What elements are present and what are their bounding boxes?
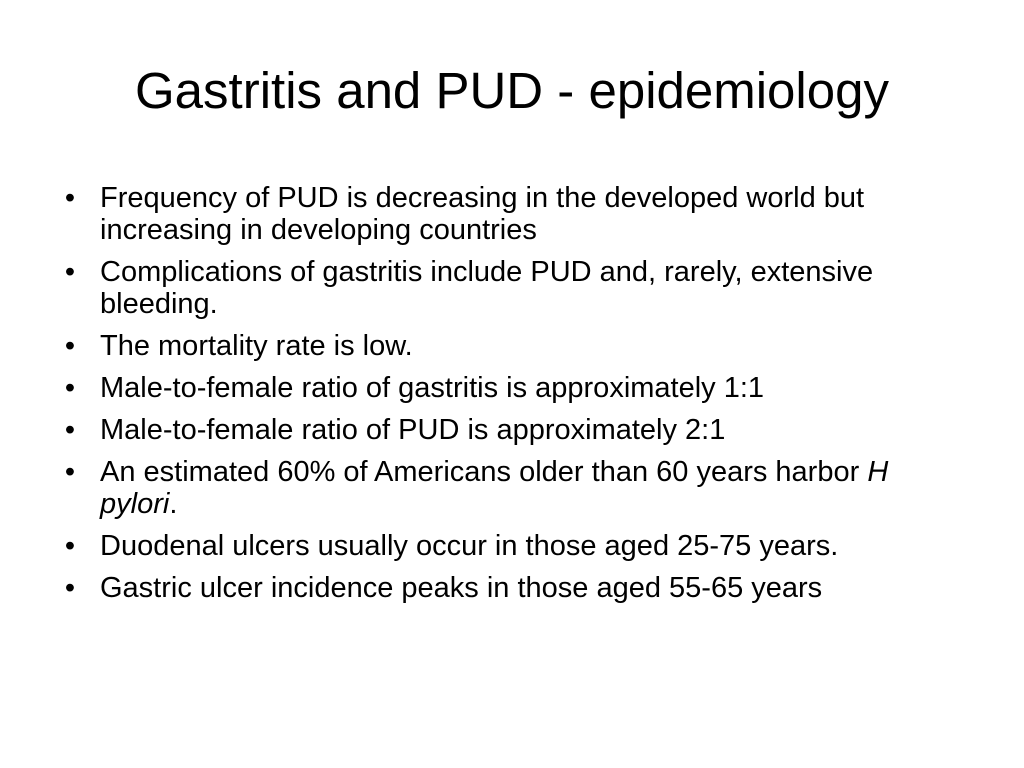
bullet-text: Duodenal ulcers usually occur in those aged 25-75 years. bbox=[100, 530, 839, 562]
bullet-item bbox=[60, 182, 960, 246]
bullet-text bbox=[100, 456, 888, 520]
bullet-item bbox=[60, 256, 960, 320]
organism-name: H pylori bbox=[100, 456, 889, 520]
bullet-marker-icon: • bbox=[64, 372, 76, 404]
bullet-text: The mortality rate is low. bbox=[100, 330, 413, 362]
bullet-text: Frequency of PUD is decreasing in the developed world but increasing in developing countries bbox=[100, 182, 865, 246]
bullet-item bbox=[60, 330, 960, 362]
bullet-item bbox=[60, 372, 960, 404]
bullet-text-part: . bbox=[169, 488, 178, 520]
bullet-text: Male-to-female ratio of gastritis is approximately 1:1 bbox=[100, 372, 765, 404]
bullet-list bbox=[60, 182, 960, 614]
bullet-item bbox=[60, 456, 960, 520]
bullet-marker-icon: • bbox=[64, 572, 76, 604]
bullet-marker-icon: • bbox=[64, 456, 76, 488]
bullet-text: Gastric ulcer incidence peaks in those aged 55-65 years bbox=[100, 572, 823, 604]
bullet-item bbox=[60, 530, 960, 562]
slide-title: Gastritis and PUD - epidemiology bbox=[135, 62, 889, 119]
bullet-marker-icon: • bbox=[64, 530, 76, 562]
bullet-marker-icon: • bbox=[64, 414, 76, 446]
bullet-item bbox=[60, 572, 960, 604]
bullet-marker-icon: • bbox=[64, 182, 76, 214]
bullet-text-part: An estimated 60% of Americans older than 60 years harbor bbox=[100, 456, 868, 488]
bullet-marker-icon: • bbox=[64, 330, 76, 362]
bullet-marker-icon: • bbox=[64, 256, 76, 288]
bullet-item bbox=[60, 414, 960, 446]
bullet-text: Male-to-female ratio of PUD is approximately 2:1 bbox=[100, 414, 726, 446]
bullet-text: Complications of gastritis include PUD and, rarely, extensive bleeding. bbox=[100, 256, 874, 320]
